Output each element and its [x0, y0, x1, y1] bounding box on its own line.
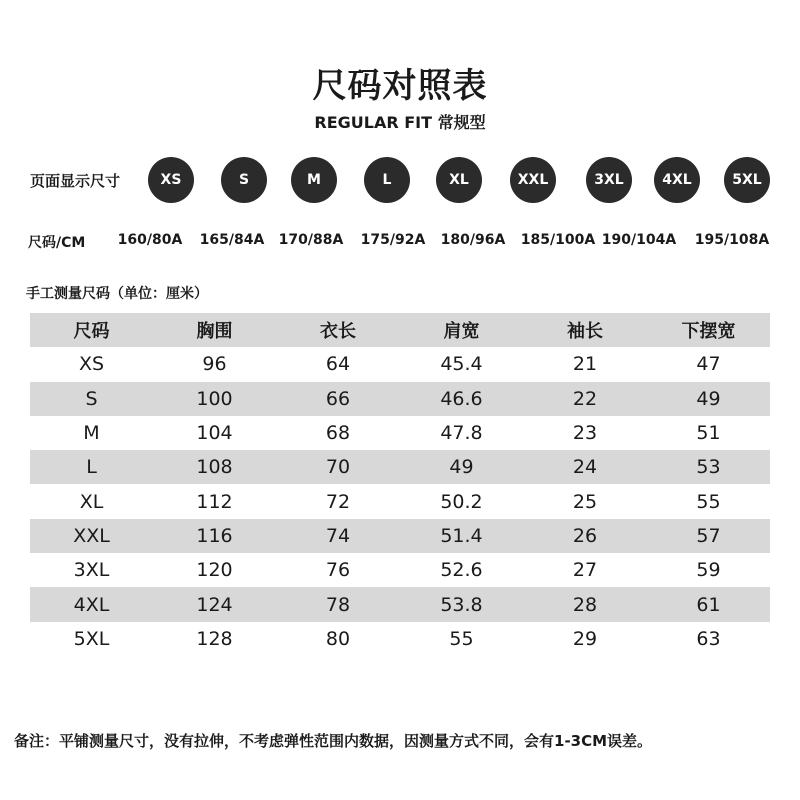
table-header-cell: 肩宽: [443, 321, 480, 343]
cm-size-label: 尺码/CM: [28, 235, 86, 251]
table-cell: 74: [325, 524, 351, 547]
page-subtitle: REGULAR FIT 常规型: [314, 113, 486, 132]
size-display-label: 页面显示尺寸: [30, 172, 121, 190]
table-cell: 53.8: [440, 593, 483, 616]
table-cell: 128: [196, 627, 233, 650]
table-cell: 5XL: [73, 627, 110, 650]
table-cell: 78: [325, 593, 351, 616]
size-circle-5xl: 5XL: [724, 157, 770, 203]
table-cell: M: [83, 422, 100, 445]
table-row: [30, 416, 770, 450]
measurement-table: [30, 313, 770, 656]
table-cell: 55: [449, 627, 474, 650]
page-title: 尺码对照表: [312, 66, 488, 106]
table-cell: 100: [196, 387, 233, 410]
table-cell: L: [86, 456, 97, 479]
table-row: [30, 519, 770, 553]
table-row: [30, 382, 770, 416]
size-circle-xl: XL: [436, 157, 482, 203]
table-cell: 28: [572, 593, 598, 616]
table-cell: 49: [696, 387, 721, 410]
table-cell: 49: [449, 456, 474, 479]
table-cell: XS: [78, 353, 105, 376]
size-circle-xxl: XXL: [510, 157, 556, 203]
table-cell: 55: [696, 490, 721, 513]
footnote: 备注：平铺测量尺寸，没有拉伸，不考虑弹性范围内数据，因测量方式不同，会有1-3CM误差。: [14, 732, 653, 750]
cm-size-value: 160/80A: [117, 232, 183, 248]
table-header-cell: 衣长: [320, 321, 356, 343]
cm-size-value: 170/88A: [278, 232, 344, 248]
table-cell: XXL: [73, 524, 110, 547]
table-cell: 124: [196, 593, 233, 616]
cm-size-value: 195/108A: [694, 232, 770, 248]
size-circle-s: S: [221, 157, 267, 203]
table-cell: 47.8: [440, 422, 483, 445]
table-cell: 120: [196, 559, 233, 582]
table-cell: 66: [325, 387, 351, 410]
table-cell: 27: [572, 559, 598, 582]
table-cell: 50.2: [440, 490, 483, 513]
cm-size-value: 165/84A: [199, 232, 265, 248]
table-cell: 108: [196, 456, 233, 479]
table-cell: 63: [696, 627, 721, 650]
table-cell: 24: [572, 456, 598, 479]
table-header-cell: 胸围: [196, 321, 233, 343]
table-cell: S: [85, 387, 98, 410]
table-header-cell: 下摆宽: [681, 321, 736, 343]
size-display-row: [0, 157, 800, 203]
table-cell: 80: [325, 627, 351, 650]
cm-size-value: 180/96A: [440, 232, 506, 248]
table-cell: 51: [696, 422, 721, 445]
measurement-table-title: 手工测量尺码（单位：厘米）: [26, 286, 208, 302]
table-cell: 72: [325, 490, 351, 513]
table-cell: 64: [325, 353, 351, 376]
table-header-cell: 尺码: [73, 321, 110, 343]
table-cell: 47: [696, 353, 721, 376]
table-cell: 45.4: [440, 353, 483, 376]
table-cell: 52.6: [440, 559, 483, 582]
table-cell: 46.6: [440, 387, 483, 410]
table-cell: 22: [572, 387, 598, 410]
table-cell: 29: [572, 627, 598, 650]
table-cell: 21: [572, 353, 598, 376]
table-cell: 25: [572, 490, 598, 513]
table-cell: 61: [696, 593, 721, 616]
table-cell: 68: [325, 422, 351, 445]
table-cell: 112: [196, 490, 233, 513]
size-circle-l: L: [364, 157, 410, 203]
table-row: [30, 622, 770, 656]
table-row: [30, 450, 770, 484]
size-circle-4xl: 4XL: [654, 157, 700, 203]
table-header-row: [30, 313, 770, 347]
table-cell: 76: [325, 559, 351, 582]
table-row: [30, 553, 770, 587]
size-circle-3xl: 3XL: [586, 157, 632, 203]
table-row: [30, 347, 770, 381]
table-cell: 59: [696, 559, 721, 582]
cm-size-value: 190/104A: [601, 232, 677, 248]
table-cell: 96: [202, 353, 227, 376]
table-cell: XL: [79, 490, 104, 513]
table-cell: 4XL: [73, 593, 110, 616]
table-cell: 3XL: [73, 559, 110, 582]
size-circle-xs: XS: [148, 157, 194, 203]
table-cell: 57: [696, 524, 721, 547]
table-cell: 70: [325, 456, 351, 479]
table-cell: 23: [572, 422, 598, 445]
cm-size-row: [0, 232, 800, 252]
cm-size-value: 185/100A: [520, 232, 596, 248]
table-row: [30, 484, 770, 518]
table-header-cell: 袖长: [567, 321, 603, 343]
table-cell: 104: [196, 422, 233, 445]
cm-size-value: 175/92A: [360, 232, 426, 248]
table-row: [30, 587, 770, 621]
size-circle-m: M: [291, 157, 337, 203]
table-cell: 26: [572, 524, 598, 547]
table-cell: 116: [196, 524, 233, 547]
table-cell: 53: [696, 456, 721, 479]
table-cell: 51.4: [440, 524, 483, 547]
